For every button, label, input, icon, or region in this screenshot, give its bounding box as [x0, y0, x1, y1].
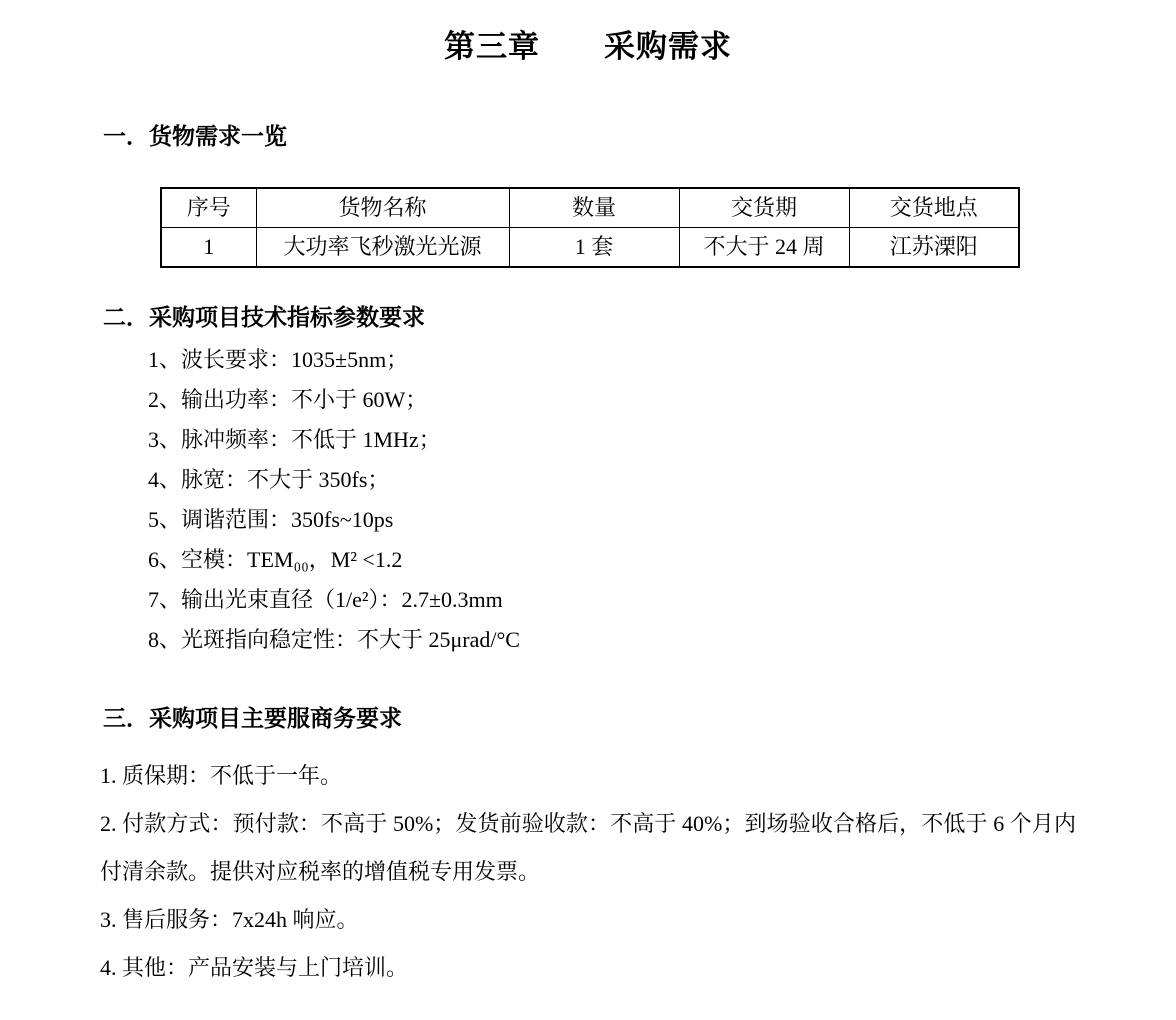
- spec-item-beam-diameter: 7、输出光束直径（1/e²）：2.7±0.3mm: [148, 587, 503, 612]
- table-header-quantity: 数量: [509, 188, 679, 228]
- spec-item-tuning-range: 5、调谐范围：350fs~10ps: [148, 507, 394, 532]
- spec-item-pulse-width: 4、脉宽：不大于 350fs；: [148, 467, 390, 492]
- section1-heading: 一．货物需求一览: [103, 124, 287, 149]
- goods-table-row: [161, 228, 1019, 268]
- table-cell-delivery-location: 江苏溧阳: [849, 228, 1019, 268]
- spec-item-pulse-frequency: 3、脉冲频率：不低于 1MHz；: [148, 427, 441, 452]
- spec-list: [148, 340, 520, 660]
- table-cell-seq: 1: [161, 228, 256, 268]
- spec-item-spatial-mode: 6、空模：TEM₀₀，M² <1.2: [148, 547, 403, 572]
- biz-item-after-sales: 3. 售后服务：7x24h 响应。: [100, 907, 359, 932]
- table-cell-name: 大功率飞秒激光光源: [256, 228, 509, 268]
- spec-item-pointing-stability: 8、光斑指向稳定性：不大于 25μrad/°C: [148, 627, 520, 652]
- business-requirements: [100, 752, 1076, 992]
- biz-item-warranty: 1. 质保期：不低于一年。: [100, 763, 343, 788]
- section3-heading: 三．采购项目主要服商务要求: [103, 706, 402, 731]
- table-cell-quantity: 1 套: [509, 228, 679, 268]
- page-title: 第三章 采购需求: [444, 29, 732, 64]
- spec-item-wavelength: 1、波长要求：1035±5nm；: [148, 347, 409, 372]
- table-header-name: 货物名称: [256, 188, 509, 228]
- biz-item-other: 4. 其他：产品安装与上门培训。: [100, 955, 409, 980]
- biz-item-payment-terms: 2. 付款方式：预付款：不高于 50%；发货前验收款：不高于 40%；到场验收合格后，不低于 6 个月内付清余款。提供对应税率的增值税专用发票。: [100, 811, 1076, 884]
- table-header-delivery-location: 交货地点: [849, 188, 1019, 228]
- goods-table: [160, 187, 1020, 268]
- goods-table-header-row: [161, 188, 1019, 228]
- spec-item-output-power: 2、输出功率：不小于 60W；: [148, 387, 428, 412]
- table-cell-delivery-period: 不大于 24 周: [679, 228, 849, 268]
- table-header-delivery-period: 交货期: [679, 188, 849, 228]
- table-header-seq: 序号: [161, 188, 256, 228]
- section2-heading: 二．采购项目技术指标参数要求: [103, 305, 425, 330]
